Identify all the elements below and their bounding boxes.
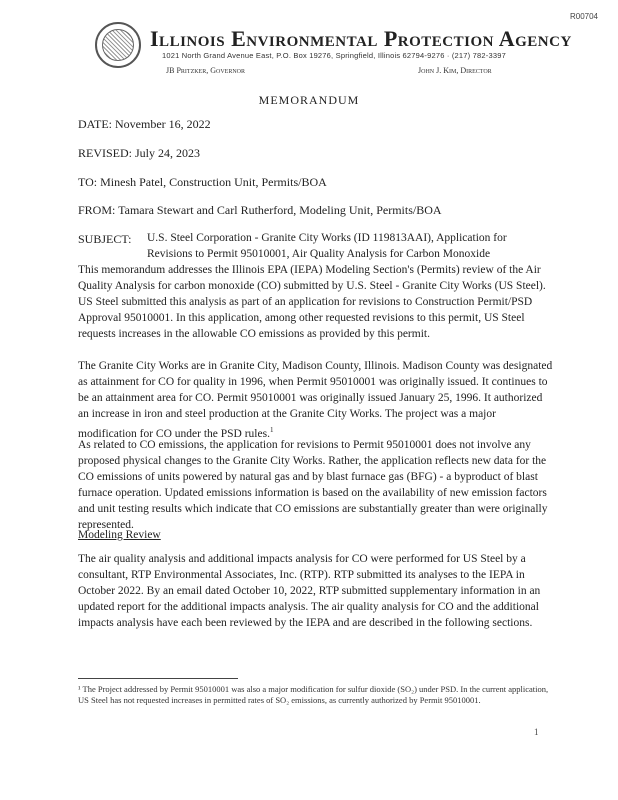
seal-inner [102, 29, 134, 61]
page-number: 1 [534, 727, 539, 737]
paragraph-intro: This memorandum addresses the Illinois EPA (IEPA) Modeling Section's (Permits) review of the Air Quality Analysis for carbon monoxide (CO) submitted by U.S. Steel - Granite City Works (US Steel). US Steel submitted this analysis as part of an application for revisions to Construction Permit/PSD Approval 95010001. In this application, among other requested revisions to this permit, US Steel requests increases in the allowable CO emissions as provided by this permit. [78, 264, 546, 340]
agency-address: 1021 North Grand Avenue East, P.O. Box 19276, Springfield, Illinois 62794-9276 · (217) 782-3397 [162, 51, 506, 60]
director-name: John J. Kim, Director [418, 66, 492, 75]
governor-name: JB Pritzker, Governor [166, 66, 246, 75]
paragraph-emissions: As related to CO emissions, the application for revisions to Permit 95010001 does not involve any proposed physical changes to the Granite City Works. Rather, the application reflects new data for the CO emissions of units powered by natural gas and by blast furnace gas (BFG) - a byproduct of blast furnace operation. Updated emissions information is based on the availability of new emission factors and unit testing results which indicate that CO emissions are substantially greater than were originally represented. [78, 439, 548, 531]
memo-to: TO: Minesh Patel, Construction Unit, Permits/BOA [78, 175, 327, 189]
state-seal-icon [95, 22, 141, 68]
section-heading-modeling-review: Modeling Review [78, 529, 161, 541]
footnote-ref: 1 [269, 426, 274, 434]
footnote: ¹ The Project addressed by Permit 95010001 was also a major modification for sulfur dioxide (SO₂) under PSD. In the current application, US Steel has not requested increases in permitted rates of SO₂ emissions, as currently authorized by Permit 95010001. [78, 684, 549, 705]
paragraph-modeling: The air quality analysis and additional impacts analysis for CO were performed for US Steel by a consultant, RTP Environmental Associates, Inc. (RTP). RTP submitted its analyses to the IEPA in October 2022. By an email dated October 10, 2022, RTP submitted supplementary information in an updated report for the additional impacts analysis. The air quality analysis for CO and the additional impacts analysis have each been reviewed by the IEPA and are described in the following sections. [78, 553, 541, 629]
document-id: R00704 [569, 12, 598, 21]
subject-line-1: U.S. Steel Corporation - Granite City Works (ID 119813AAI), Application for [147, 232, 507, 244]
memo-title: MEMORANDUM [258, 93, 360, 107]
subject-label: SUBJECT: [78, 232, 132, 246]
footnote-divider [78, 678, 238, 679]
paragraph-location-text: The Granite City Works are in Granite City, Madison County, Illinois. Madison County was designated as attainment for CO for quality in 1996, when Permit 95010001 was originally issued. It continues to be an attainment area for CO. Permit 95010001 was originally issued January 25, 1996. It authorized an increase in iron and steel production at the Granite City Works. The project was a major modification for CO under the PSD rules. [78, 360, 553, 440]
agency-name: Illinois Environmental Protection Agency [150, 26, 572, 51]
memo-revised: REVISED: July 24, 2023 [78, 146, 201, 160]
memo-date: DATE: November 16, 2022 [78, 117, 211, 131]
subject-line-2: Revisions to Permit 95010001, Air Quality Analysis for Carbon Monoxide [147, 248, 491, 260]
paragraph-location [78, 358, 553, 442]
memo-from: FROM: Tamara Stewart and Carl Rutherford, Modeling Unit, Permits/BOA [78, 203, 442, 217]
